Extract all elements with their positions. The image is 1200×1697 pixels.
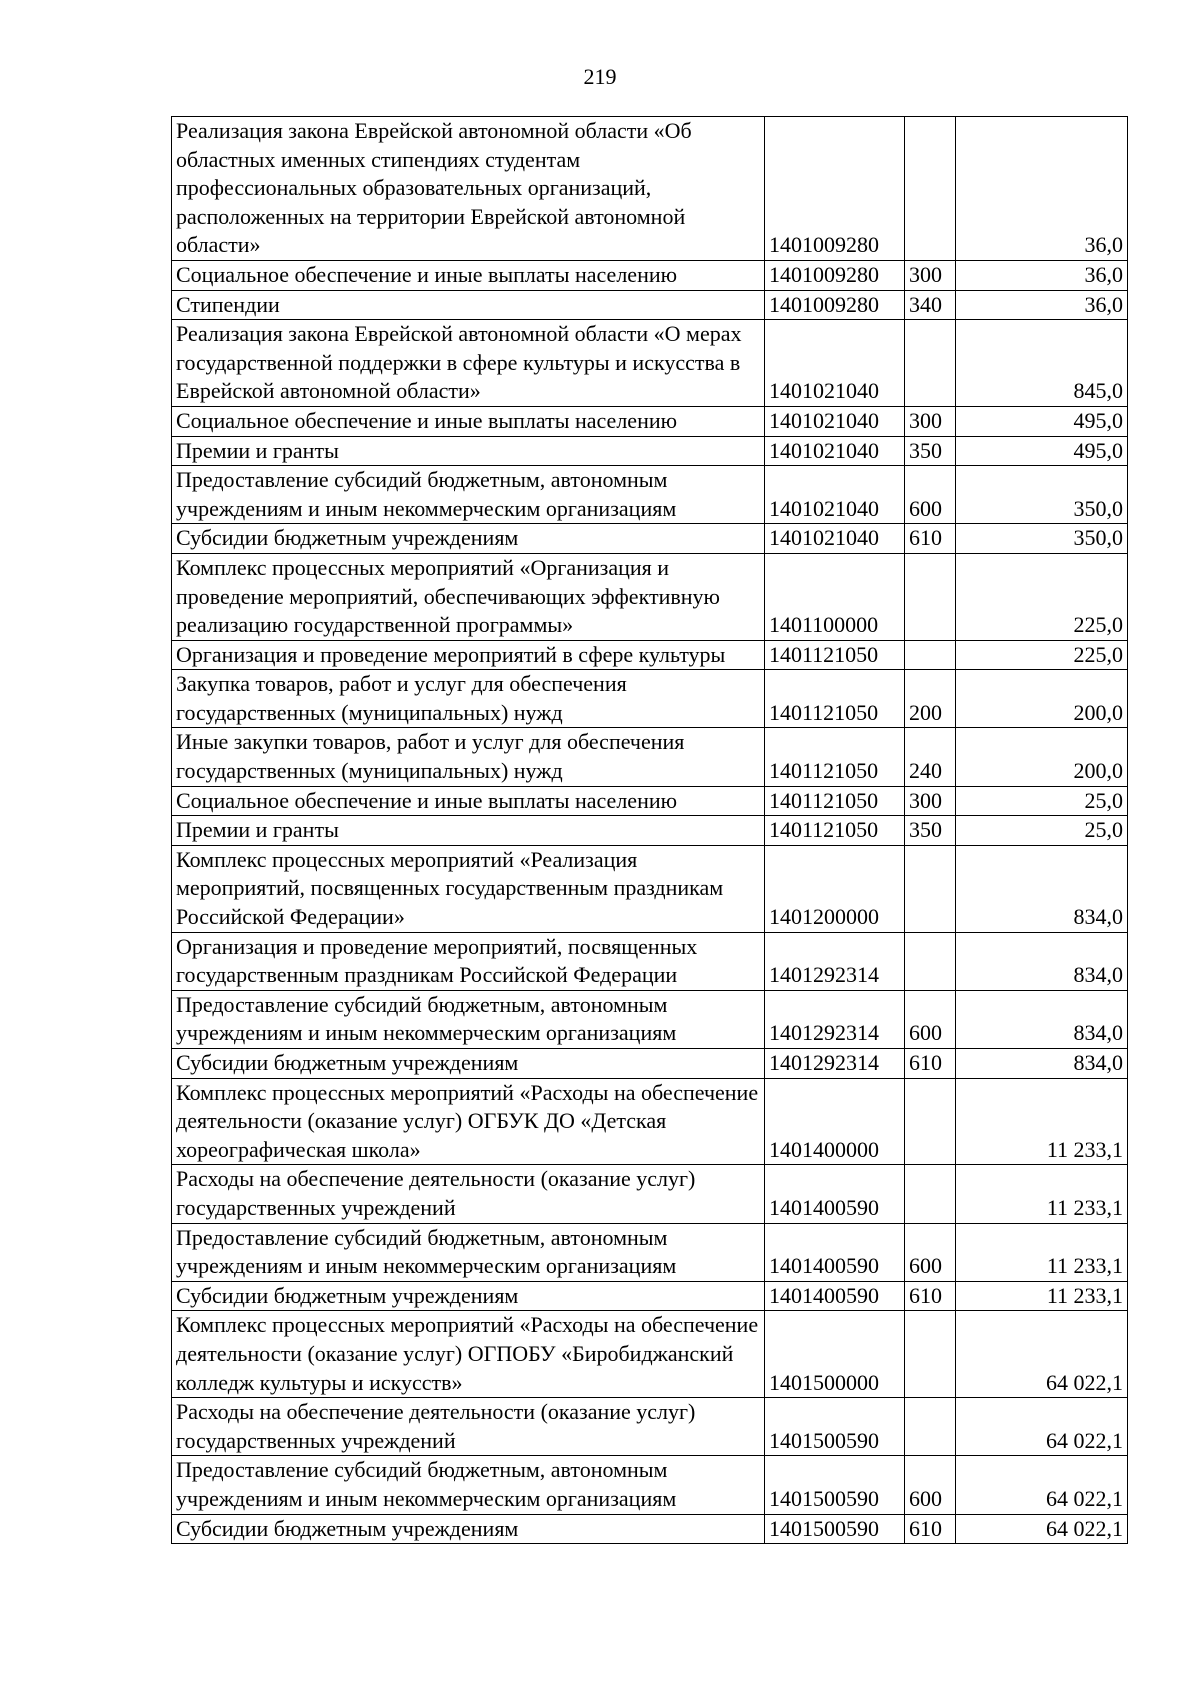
row-name-cell: Субсидии бюджетным учреждениям: [172, 1281, 765, 1311]
row-name-cell: Расходы на обеспечение деятельности (оказание услуг) государственных учреждений: [172, 1398, 765, 1456]
row-type-cell: 610: [905, 1514, 956, 1544]
row-sum-cell: 64 022,1: [956, 1514, 1128, 1544]
table-row: [172, 786, 1128, 816]
table-row: [172, 728, 1128, 786]
row-type-cell: [905, 932, 956, 990]
row-sum-cell: 350,0: [956, 524, 1128, 554]
table-row: [172, 1514, 1128, 1544]
row-name-cell: Комплекс процессных мероприятий «Расходы на обеспечение деятельности (оказание услуг) ОГБУК ДО «Детская хореографическая школа»: [172, 1078, 765, 1165]
table-row: [172, 553, 1128, 640]
row-type-cell: 300: [905, 260, 956, 290]
row-sum-cell: 350,0: [956, 466, 1128, 524]
row-code-cell: 1401200000: [765, 845, 905, 932]
row-name-cell: Премии и гранты: [172, 436, 765, 466]
table-row: [172, 640, 1128, 670]
table-row: [172, 290, 1128, 320]
row-sum-cell: 834,0: [956, 932, 1128, 990]
row-name-cell: Закупка товаров, работ и услуг для обеспечения государственных (муниципальных) нужд: [172, 670, 765, 728]
table-row: [172, 524, 1128, 554]
row-name-cell: Иные закупки товаров, работ и услуг для обеспечения государственных (муниципальных) нужд: [172, 728, 765, 786]
row-code-cell: 1401500590: [765, 1514, 905, 1544]
row-type-cell: 600: [905, 990, 956, 1048]
row-name-cell: Социальное обеспечение и иные выплаты населению: [172, 260, 765, 290]
budget-table: [171, 116, 1128, 1544]
table-row: [172, 320, 1128, 407]
table-row: [172, 1456, 1128, 1514]
page-number: 219: [583, 64, 617, 89]
table-row: [172, 406, 1128, 436]
row-name-cell: Комплекс процессных мероприятий «Реализация мероприятий, посвященных государственным праздникам Российской Федерации»: [172, 845, 765, 932]
row-name-cell: Предоставление субсидий бюджетным, автономным учреждениям и иным некоммерческим организациям: [172, 466, 765, 524]
table-row: [172, 1049, 1128, 1079]
table-row: [172, 1398, 1128, 1456]
row-code-cell: 1401400000: [765, 1078, 905, 1165]
row-type-cell: [905, 640, 956, 670]
row-name-cell: Стипендии: [172, 290, 765, 320]
table-row: [172, 260, 1128, 290]
row-code-cell: 1401121050: [765, 816, 905, 846]
table-row: [172, 670, 1128, 728]
row-type-cell: 600: [905, 1223, 956, 1281]
row-sum-cell: 11 233,1: [956, 1281, 1128, 1311]
row-code-cell: 1401021040: [765, 466, 905, 524]
table-row: [172, 1311, 1128, 1398]
table-row: [172, 816, 1128, 846]
row-code-cell: 1401400590: [765, 1223, 905, 1281]
row-type-cell: 350: [905, 436, 956, 466]
row-sum-cell: 495,0: [956, 436, 1128, 466]
row-code-cell: 1401121050: [765, 728, 905, 786]
row-code-cell: 1401400590: [765, 1165, 905, 1223]
row-code-cell: 1401500590: [765, 1456, 905, 1514]
row-code-cell: 1401500000: [765, 1311, 905, 1398]
table-row: [172, 845, 1128, 932]
row-type-cell: 340: [905, 290, 956, 320]
row-sum-cell: 200,0: [956, 728, 1128, 786]
row-type-cell: 200: [905, 670, 956, 728]
row-sum-cell: 495,0: [956, 406, 1128, 436]
row-name-cell: Реализация закона Еврейской автономной области «О мерах государственной поддержки в сфере культуры и искусства в Еврейской автономной области»: [172, 320, 765, 407]
row-sum-cell: 25,0: [956, 786, 1128, 816]
row-sum-cell: 25,0: [956, 816, 1128, 846]
row-code-cell: 1401292314: [765, 990, 905, 1048]
table-row: [172, 1078, 1128, 1165]
table-row: [172, 1281, 1128, 1311]
row-sum-cell: 64 022,1: [956, 1456, 1128, 1514]
row-type-cell: [905, 553, 956, 640]
row-sum-cell: 11 233,1: [956, 1223, 1128, 1281]
row-type-cell: 300: [905, 406, 956, 436]
row-sum-cell: 36,0: [956, 260, 1128, 290]
row-type-cell: [905, 1078, 956, 1165]
table-row: [172, 932, 1128, 990]
row-name-cell: Реализация закона Еврейской автономной области «Об областных именных стипендиях студентам профессиональных образовательных организаций, расположенных на территории Еврейской автономной области»: [172, 117, 765, 261]
row-type-cell: [905, 117, 956, 261]
table-row: [172, 1223, 1128, 1281]
row-type-cell: 240: [905, 728, 956, 786]
row-name-cell: Субсидии бюджетным учреждениям: [172, 524, 765, 554]
table-row: [172, 990, 1128, 1048]
table-row: [172, 436, 1128, 466]
row-code-cell: 1401100000: [765, 553, 905, 640]
row-type-cell: [905, 1398, 956, 1456]
row-code-cell: 1401292314: [765, 932, 905, 990]
budget-table-body: [172, 117, 1128, 1544]
row-code-cell: 1401009280: [765, 117, 905, 261]
row-name-cell: Комплекс процессных мероприятий «Организация и проведение мероприятий, обеспечивающих эффективную реализацию государственной программы»: [172, 553, 765, 640]
row-name-cell: Комплекс процессных мероприятий «Расходы на обеспечение деятельности (оказание услуг) ОГПОБУ «Биробиджанский колледж культуры и искусств»: [172, 1311, 765, 1398]
table-row: [172, 117, 1128, 261]
row-name-cell: Предоставление субсидий бюджетным, автономным учреждениям и иным некоммерческим организациям: [172, 1223, 765, 1281]
row-name-cell: Субсидии бюджетным учреждениям: [172, 1049, 765, 1079]
row-sum-cell: 834,0: [956, 1049, 1128, 1079]
row-sum-cell: 834,0: [956, 845, 1128, 932]
row-sum-cell: 834,0: [956, 990, 1128, 1048]
row-name-cell: Премии и гранты: [172, 816, 765, 846]
row-type-cell: 600: [905, 466, 956, 524]
row-type-cell: [905, 845, 956, 932]
row-type-cell: [905, 320, 956, 407]
row-name-cell: Расходы на обеспечение деятельности (оказание услуг) государственных учреждений: [172, 1165, 765, 1223]
row-sum-cell: 64 022,1: [956, 1398, 1128, 1456]
row-sum-cell: 64 022,1: [956, 1311, 1128, 1398]
row-code-cell: 1401400590: [765, 1281, 905, 1311]
row-name-cell: Предоставление субсидий бюджетным, автономным учреждениям и иным некоммерческим организациям: [172, 990, 765, 1048]
row-name-cell: Социальное обеспечение и иные выплаты населению: [172, 406, 765, 436]
row-code-cell: 1401021040: [765, 436, 905, 466]
row-type-cell: 300: [905, 786, 956, 816]
row-code-cell: 1401500590: [765, 1398, 905, 1456]
row-sum-cell: 225,0: [956, 553, 1128, 640]
row-type-cell: [905, 1165, 956, 1223]
row-name-cell: Предоставление субсидий бюджетным, автономным учреждениям и иным некоммерческим организациям: [172, 1456, 765, 1514]
row-sum-cell: 11 233,1: [956, 1165, 1128, 1223]
row-type-cell: 610: [905, 524, 956, 554]
row-code-cell: 1401009280: [765, 290, 905, 320]
row-type-cell: 610: [905, 1049, 956, 1079]
row-type-cell: 350: [905, 816, 956, 846]
row-sum-cell: 225,0: [956, 640, 1128, 670]
row-code-cell: 1401021040: [765, 406, 905, 436]
row-code-cell: 1401121050: [765, 786, 905, 816]
row-sum-cell: 36,0: [956, 290, 1128, 320]
table-row: [172, 466, 1128, 524]
row-sum-cell: 36,0: [956, 117, 1128, 261]
row-type-cell: 610: [905, 1281, 956, 1311]
row-type-cell: [905, 1311, 956, 1398]
row-name-cell: Организация и проведение мероприятий, посвященных государственным праздникам Российской Федерации: [172, 932, 765, 990]
row-sum-cell: 11 233,1: [956, 1078, 1128, 1165]
table-row: [172, 1165, 1128, 1223]
row-name-cell: Социальное обеспечение и иные выплаты населению: [172, 786, 765, 816]
row-name-cell: Субсидии бюджетным учреждениям: [172, 1514, 765, 1544]
row-sum-cell: 200,0: [956, 670, 1128, 728]
row-type-cell: 600: [905, 1456, 956, 1514]
row-code-cell: 1401009280: [765, 260, 905, 290]
row-code-cell: 1401021040: [765, 524, 905, 554]
row-sum-cell: 845,0: [956, 320, 1128, 407]
row-code-cell: 1401121050: [765, 640, 905, 670]
row-name-cell: Организация и проведение мероприятий в сфере культуры: [172, 640, 765, 670]
row-code-cell: 1401121050: [765, 670, 905, 728]
row-code-cell: 1401021040: [765, 320, 905, 407]
row-code-cell: 1401292314: [765, 1049, 905, 1079]
